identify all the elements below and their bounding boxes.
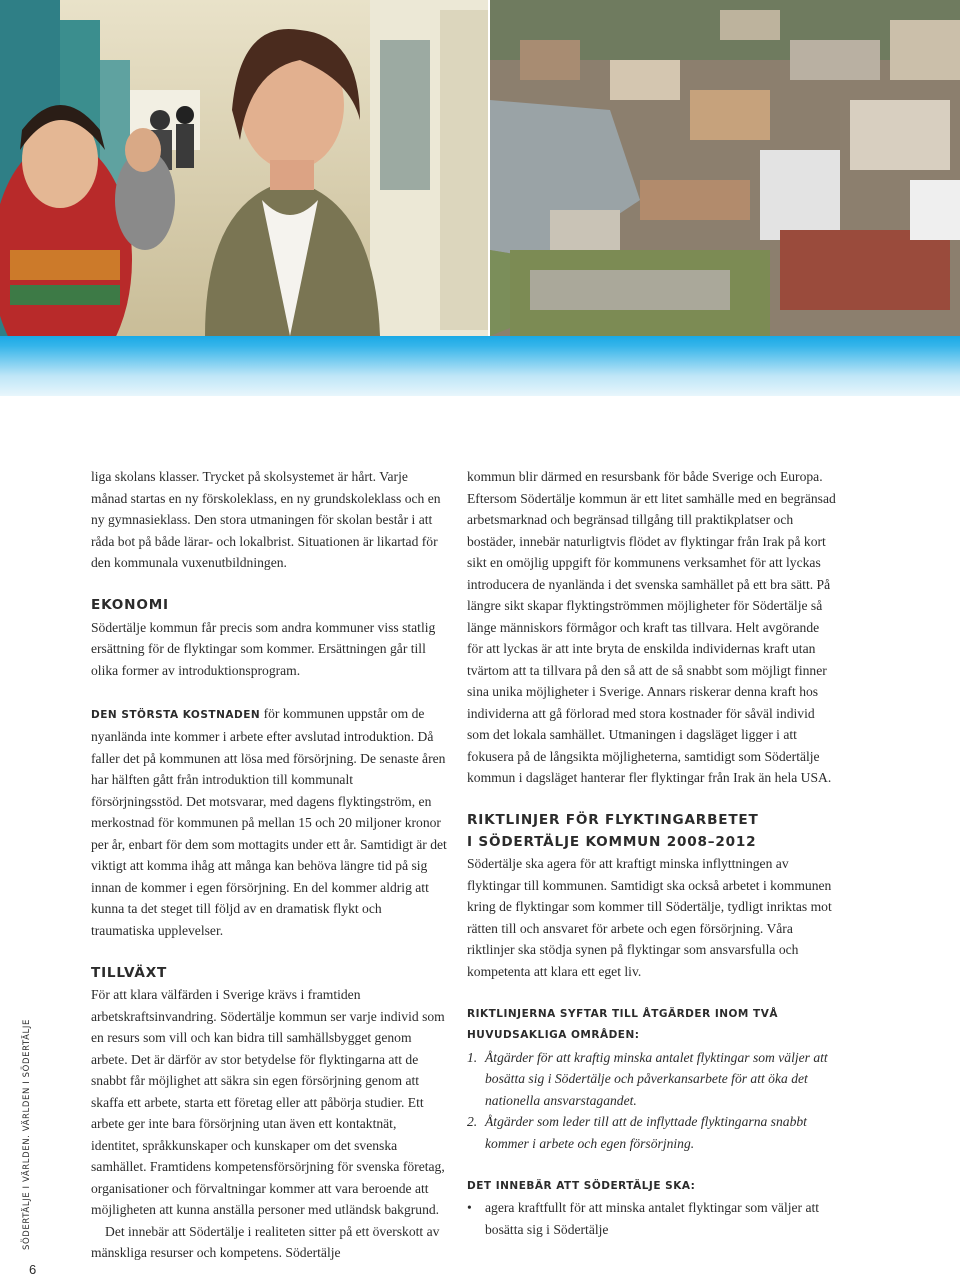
bullet-icon: •: [467, 1200, 472, 1215]
blue-accent-band: [0, 336, 960, 396]
list-item-text: Åtgärder för att kraftig minska antalet flyktingar som väljer att bosätta sig i Södertälje och påverkansarbete för att öka det nationella ansvarstagandet.: [485, 1049, 828, 1108]
page-number: 6: [29, 1262, 37, 1277]
right-intro-paragraph: kommun blir därmed en resursbank för både Sverige och Europa. Eftersom Södertälje kommun är ett litet samhälle med en begränsad arbetsmarknad och begränsad tillgång till praktikplatser och bostäder, innebär naturligtvis flödet av flyktingar från Irak på kort sikt en omöjlig uppgift för kommunens verksamhet för att lyckas introducera de nyanlända i det svenska samhället på ett bra sätt. På längre sikt skapar flyktingströmmen möjligheter för Södertälje så länge människors förmågor och kraft tas tillvara. Helt avgörande för att lyckas är att inte bryta de enskilda individernas kraft utan tvärtom att ta tillvara på den så att de så snabbt som möjligt finner sina unika möjligheter i Sverige. Annars riskerar denna kraft hos individerna att gå förlorad med stora kostnader för såväl individ som det lokala samhället. Utmaningen i dagsläget ligger i att fokusera på de långsikta möjligheterna, samtidigt som Södertälje kommun i dagsläget hanterar fler flyktingar från Irak än hela USA.: [467, 469, 836, 785]
school-hallway-illustration: [0, 0, 488, 336]
riktlinjer-heading-line-2: I SÖDERTÄLJE KOMMUN 2008–2012: [467, 833, 757, 850]
ekonomi-heading: EKONOMI: [91, 597, 169, 613]
kostnad-paragraph: [91, 703, 447, 942]
tillvaxt-paragraph: För att klara välfärden i Sverige krävs i framtiden arbetskraftsinvandring. Södertälje kommun ser varje individ som en resurs som vill och kan bidra till samhällsbygget genom arbete. Det är därför av stor betydelse för flyktingarna att de snabbt får möjlighet att säkra sin egen försörjning genom att skaffa ett arbete, starta ett företag eller att påbörja studier. Ett arbete ger inte bara försörjning utan även ett kontaktnät, identitet, språkkunskaper och kunskaper om det svenska samhället. Framtidens kompetensförsörjning för svenska företag, organisationer och förvaltningar kommer att vara beroende att möjligheten att kunna anställa personer med utländsk bakgrund.: [91, 987, 445, 1217]
riktlinjer-heading-line-1: RIKTLINJER FÖR FLYKTINGARBETET: [467, 812, 759, 828]
innebar-heading: DET INNEBÄR ATT SÖDERTÄLJE SKA:: [467, 1179, 696, 1192]
closing-paragraph: Det innebär att Södertälje i realiteten sitter på ett överskott av mänskliga resurser och kompetens. Södertälje: [91, 1223, 440, 1260]
list-item-text: Åtgärder som leder till att de inflyttade flyktingarna snabbt kommer i arbete och egen försörjning.: [485, 1114, 807, 1151]
city-aerial-photo: [490, 0, 960, 336]
numbered-list: [467, 1047, 837, 1155]
list-item: [467, 1047, 837, 1112]
left-column: [91, 466, 447, 1264]
city-aerial-illustration: [490, 0, 960, 336]
syftar-heading: RIKTLINJERNA SYFTAR TILL ÅTGÄRDER INOM TVÅ HUVUDSAKLIGA OMRÅDEN:: [467, 1007, 778, 1041]
kostnad-lead: DEN STÖRSTA KOSTNADEN: [91, 708, 261, 721]
header-photos: [0, 0, 960, 336]
list-item-number: 2.: [467, 1114, 478, 1129]
school-hallway-photo: [0, 0, 488, 336]
side-running-title: SÖDERTÄLJE I VÄRLDEN. VÄRLDEN I SÖDERTÄLJE: [22, 1019, 32, 1250]
bullet-item: [467, 1197, 837, 1240]
right-column: [467, 466, 837, 1240]
bullet-item-text: agera kraftfullt för att minska antalet flyktingar som väljer att bosätta sig i Södertälje: [485, 1200, 820, 1237]
list-item: [467, 1111, 837, 1154]
bullet-list: [467, 1197, 837, 1240]
riktlinjer-paragraph: Södertälje ska agera för att kraftigt minska inflyttningen av flyktingar till kommunen. Samtidigt ska också arbetet i kommunen kring de flyktingar som kommer till Södertälje, tydligt inriktas mot rätten till och ansvaret för arbete och egen försörjning. Våra riktlinjer ska stödja synen på flyktingar som ansvarsfulla och kompetenta att klara ett eget liv.: [467, 856, 832, 979]
left-intro-paragraph: liga skolans klasser. Trycket på skolsystemet är hårt. Varje månad startas en ny förskoleklass, en ny grundskoleklass och en ny gymnasieklass. Den stora utmaningen för skolan består i att råda bot på både lärar- och lokalbrist. Situationen är likartad för den kommunala vuxenutbildningen.: [91, 469, 441, 570]
list-item-number: 1.: [467, 1049, 478, 1065]
ekonomi-paragraph: Södertälje kommun får precis som andra kommuner viss statlig ersättning för de flyktingar som kommer. Ersättningen går till olika former av introduktionsprogram.: [91, 619, 436, 678]
tillvaxt-heading: TILLVÄXT: [91, 964, 168, 981]
kostnad-body: för kommunen uppstår om de nyanlända inte kommer i arbete efter avslutad introduktion. Då faller det på kommunen att lösa med försörjning. De senaste åren har hälften gått från introduktion till kommunalt försörjningsstöd. Det motsvarar, med dagens flyktingström, en merkostnad för kommunen på mellan 15 och 20 miljoner kronor per år, enbart för dem som mottagits under ett år. Samtidigt är det viktigt att komma ihåg att många kan behöva längre tid på sig innan de kommer i egen försörjning. En del kommer aldrig att kunna ta det steget till följd av en dramatisk flykt och traumatiska upplevelser.: [91, 705, 447, 938]
